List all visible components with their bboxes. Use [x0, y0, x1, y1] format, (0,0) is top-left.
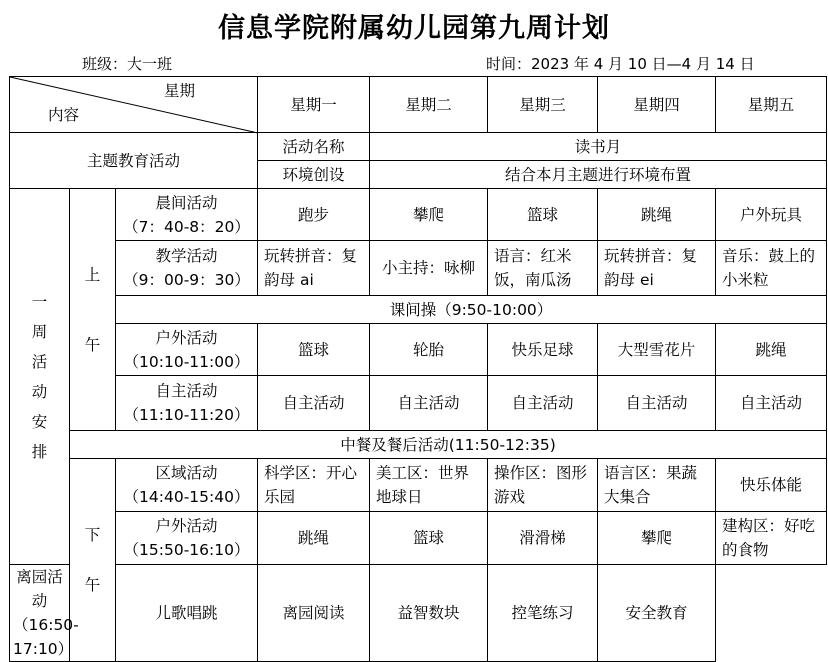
schedule-row [10, 512, 827, 565]
activity-time-cell: 区域活动 （14:40-15:40） [116, 459, 258, 512]
week-activity-label: 一 周 活 动 安 排 [10, 189, 70, 565]
theme-label: 主题教育活动 [10, 133, 258, 189]
schedule-cell: 美工区：世界地球日 [370, 459, 488, 512]
corner-content-label: 内容 [48, 106, 80, 124]
schedule-cell: 攀爬 [598, 512, 716, 565]
schedule-cell: 快乐体能 [716, 459, 827, 512]
schedule-cell: 跑步 [258, 189, 370, 241]
schedule-cell: 玩转拼音：复韵母 ei [598, 241, 716, 296]
day-header-fri: 星期五 [716, 77, 827, 133]
schedule-cell: 篮球 [488, 189, 598, 241]
schedule-cell: 建构区：好吃的食物 [716, 512, 827, 565]
schedule-cell: 科学区：开心乐园 [258, 459, 370, 512]
exercise-cell: 课间操（9:50-10:00） [116, 296, 827, 324]
day-header-wed: 星期三 [488, 77, 598, 133]
activity-name-value: 读书月 [370, 133, 827, 161]
schedule-row [10, 189, 827, 241]
schedule-row [10, 565, 827, 662]
weekly-plan-table [9, 76, 827, 662]
schedule-cell: 音乐：鼓上的小米粒 [716, 241, 827, 296]
schedule-cell: 自主活动 [598, 376, 716, 431]
day-header-mon: 星期一 [258, 77, 370, 133]
schedule-cell: 安全教育 [598, 565, 716, 662]
lunch-row [10, 431, 827, 459]
schedule-cell: 语言区：果蔬大集合 [598, 459, 716, 512]
schedule-cell: 跳绳 [598, 189, 716, 241]
day-header-thu: 星期四 [598, 77, 716, 133]
header-corner-cell [10, 77, 258, 133]
schedule-cell: 儿歌唱跳 [116, 565, 258, 662]
schedule-cell: 语言：红米饭，南瓜汤 [488, 241, 598, 296]
schedule-cell: 篮球 [258, 324, 370, 376]
schedule-cell: 轮胎 [370, 324, 488, 376]
schedule-row [10, 324, 827, 376]
schedule-cell: 自主活动 [716, 376, 827, 431]
environment-value: 结合本月主题进行环境布置 [370, 161, 827, 189]
schedule-cell: 跳绳 [258, 512, 370, 565]
schedule-cell: 跳绳 [716, 324, 827, 376]
environment-label: 环境创设 [258, 161, 370, 189]
header-row [10, 77, 827, 133]
schedule-cell: 大型雪花片 [598, 324, 716, 376]
schedule-cell: 自主活动 [370, 376, 488, 431]
schedule-cell: 益智数块 [370, 565, 488, 662]
morning-label: 上 午 [70, 189, 116, 431]
activity-time-cell: 户外活动 （15:50-16:10） [116, 512, 258, 565]
schedule-row [10, 376, 827, 431]
schedule-cell: 自主活动 [258, 376, 370, 431]
schedule-row [10, 459, 827, 512]
schedule-cell: 控笔练习 [488, 565, 598, 662]
schedule-cell: 快乐足球 [488, 324, 598, 376]
schedule-cell: 滑滑梯 [488, 512, 598, 565]
schedule-cell: 攀爬 [370, 189, 488, 241]
schedule-cell: 离园阅读 [258, 565, 370, 662]
activity-time-cell: 离园活动 （16:50-17:10） [10, 565, 70, 662]
schedule-cell: 篮球 [370, 512, 488, 565]
exercise-row [10, 296, 827, 324]
lunch-cell: 中餐及餐后活动(11:50-12:35) [70, 431, 827, 459]
schedule-cell: 自主活动 [488, 376, 598, 431]
theme-row [10, 133, 827, 161]
afternoon-label: 下 午 [70, 459, 116, 662]
schedule-cell: 小主持：咏柳 [370, 241, 488, 296]
class-label: 班级：大一班 [82, 55, 173, 73]
activity-time-cell: 自主活动 （11:10-11:20） [116, 376, 258, 431]
schedule-row [10, 241, 827, 296]
schedule-cell: 户外玩具 [716, 189, 827, 241]
schedule-cell: 玩转拼音：复韵母 ai [258, 241, 370, 296]
day-header-tue: 星期二 [370, 77, 488, 133]
activity-name-label: 活动名称 [258, 133, 370, 161]
date-range-label: 时间：2023 年 4 月 10 日—4 月 14 日 [486, 55, 755, 73]
activity-time-cell: 晨间活动 （7：40-8：20） [116, 189, 258, 241]
activity-time-cell: 户外活动 （10:10-11:00） [116, 324, 258, 376]
schedule-cell: 操作区：图形游戏 [488, 459, 598, 512]
page-title: 信息学院附属幼儿园第九周计划 [218, 13, 610, 44]
corner-weekday-label: 星期 [164, 82, 196, 100]
activity-time-cell: 教学活动 （9：00-9：30） [116, 241, 258, 296]
